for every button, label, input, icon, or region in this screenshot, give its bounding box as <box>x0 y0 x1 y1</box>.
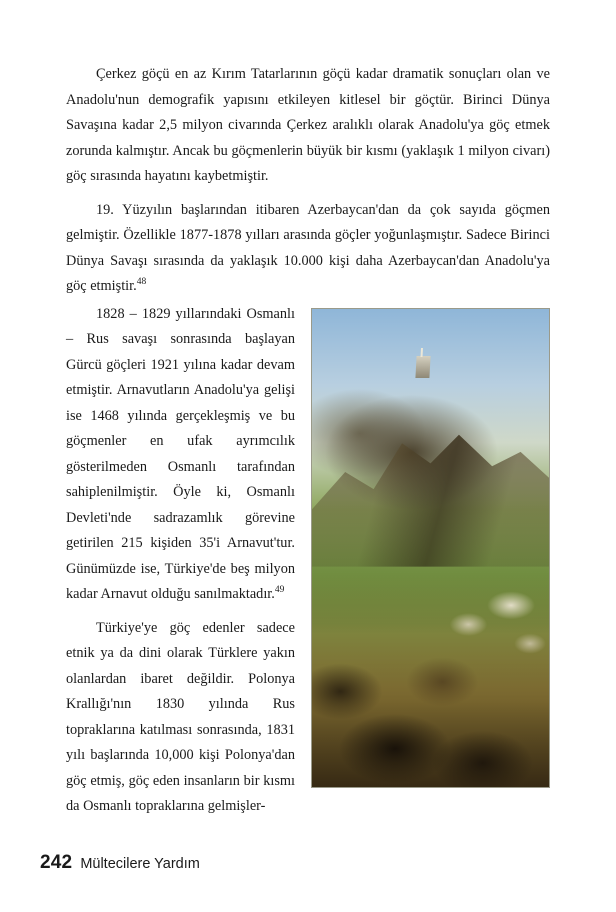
illustration-figure <box>311 308 550 788</box>
paragraph-1 <box>66 62 550 190</box>
paragraph-2-text: 19. Yüzyılın başlarından itibaren Azerbaycan'dan da çok sayıda göçmen gelmiştir. Özellikle 1877-1878 yılları arasında göçler yoğunlaşmıştır. Sadece Birinci Dünya Savaşı sırasında da yaklaşık 10.000 kişi daha Azerbaycan'dan Anadolu'ya göç etmiştir. <box>66 201 550 294</box>
paragraph-2 <box>66 198 550 300</box>
footnote-marker-48: 48 <box>136 277 147 288</box>
painting-image <box>312 309 549 787</box>
paragraph-3-text: 1828 – 1829 yıllarındaki Osmanlı – Rus savaşı sonrasında başlayan Gürcü göçleri 1921 yılına kadar devam etmiştir. Arnavutların Anadolu'ya gelişi ise 1468 yılında gerçekleşmiş ve bu göçmenler en ufak ayrımcılık gösterilmeden Osmanlı tarafından sahiplenilmiştir. Öyle ki, Osmanlı Devleti'nde sadrazamlık görevine getirilen 215 kişiden 35'i Arnavut'tur. Günümüzde ise, Türkiye'de beş milyon kadar Arnavut olduğu sanılmaktadır. <box>66 305 295 602</box>
paragraph-4-text: Türkiye'ye göç edenler sadece etnik ya da dini olarak Türklere yakın olanlardan ibaret değildir. Polonya Krallığı'nın 1830 yılında Rus topraklarına katılması sonrasında, 1831 yılı başlarında 10,000 kişi Polonya'dan göç etmiş, göç eden insanların bir kısmı da Osmanlı topraklarına gelmişler- <box>66 619 295 814</box>
paragraph-1-text: Çerkez göçü en az Kırım Tatarlarının göçü kadar dramatik sonuçları olan ve Anadolu'nun demografik yapısını etkileyen kitlesel bir göçtür. Birinci Dünya Savaşına kadar 2,5 milyon civarında Çerkez aralıklı olarak Anadolu'ya göç etmek zorunda kalmıştır. Ancak bu göçmenlerin büyük bir kısmı (yaklaşık 1 milyon civarı) göç sırasında hayatını kaybetmiştir. <box>66 66 550 184</box>
page-content <box>66 62 550 822</box>
page-number: 242 <box>40 852 73 873</box>
mountain-ridge <box>312 423 549 566</box>
page-footer <box>40 852 200 874</box>
fortress-icon <box>416 356 431 378</box>
running-title: Mültecilere Yardım <box>80 856 200 872</box>
footnote-marker-49: 49 <box>274 585 285 596</box>
